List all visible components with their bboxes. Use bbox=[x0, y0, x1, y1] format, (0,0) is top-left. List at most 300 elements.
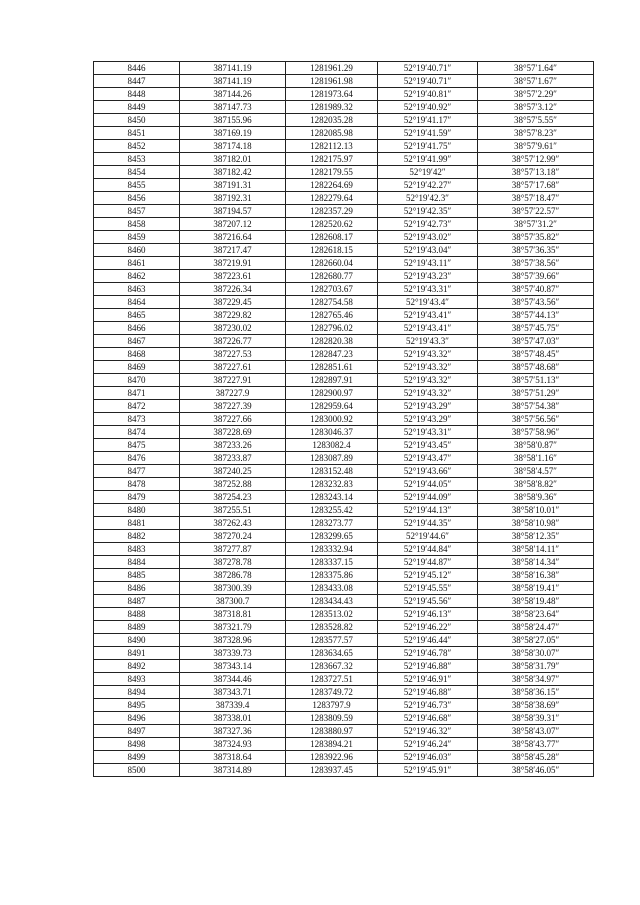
y-coordinate-cell: 1281961.98 bbox=[286, 75, 378, 88]
point-number-cell: 8463 bbox=[94, 283, 180, 296]
longitude-cell: 38°57′54.38″ bbox=[478, 400, 594, 413]
longitude-cell: 38°58′39.31″ bbox=[478, 712, 594, 725]
y-coordinate-cell: 1283894.21 bbox=[286, 738, 378, 751]
x-coordinate-cell: 387262.43 bbox=[180, 517, 286, 530]
longitude-cell: 38°57′56.56″ bbox=[478, 413, 594, 426]
y-coordinate-cell: 1283000.92 bbox=[286, 413, 378, 426]
y-coordinate-cell: 1282357.29 bbox=[286, 205, 378, 218]
longitude-cell: 38°58′24.47″ bbox=[478, 621, 594, 634]
point-number-cell: 8462 bbox=[94, 270, 180, 283]
latitude-cell: 52°19′46.24″ bbox=[378, 738, 478, 751]
x-coordinate-cell: 387338.01 bbox=[180, 712, 286, 725]
table-row bbox=[94, 218, 594, 231]
y-coordinate-cell: 1282900.97 bbox=[286, 387, 378, 400]
x-coordinate-cell: 387252.88 bbox=[180, 478, 286, 491]
latitude-cell: 52°19′43.31″ bbox=[378, 283, 478, 296]
latitude-cell: 52°19′43.29″ bbox=[378, 400, 478, 413]
table-row bbox=[94, 244, 594, 257]
point-number-cell: 8499 bbox=[94, 751, 180, 764]
x-coordinate-cell: 387343.14 bbox=[180, 660, 286, 673]
latitude-cell: 52°19′43.32″ bbox=[378, 374, 478, 387]
table-row bbox=[94, 439, 594, 452]
table-row bbox=[94, 621, 594, 634]
table-row bbox=[94, 530, 594, 543]
point-number-cell: 8481 bbox=[94, 517, 180, 530]
longitude-cell: 38°58′43.77″ bbox=[478, 738, 594, 751]
x-coordinate-cell: 387321.79 bbox=[180, 621, 286, 634]
latitude-cell: 52°19′43.47″ bbox=[378, 452, 478, 465]
point-number-cell: 8494 bbox=[94, 686, 180, 699]
latitude-cell: 52°19′45.91″ bbox=[378, 764, 478, 777]
y-coordinate-cell: 1282085.98 bbox=[286, 127, 378, 140]
point-number-cell: 8456 bbox=[94, 192, 180, 205]
longitude-cell: 38°58′10.01″ bbox=[478, 504, 594, 517]
x-coordinate-cell: 387141.19 bbox=[180, 75, 286, 88]
table-row bbox=[94, 764, 594, 777]
latitude-cell: 52°19′46.22″ bbox=[378, 621, 478, 634]
table-row bbox=[94, 660, 594, 673]
table-row bbox=[94, 322, 594, 335]
longitude-cell: 38°58′1.16″ bbox=[478, 452, 594, 465]
point-number-cell: 8486 bbox=[94, 582, 180, 595]
table-row bbox=[94, 179, 594, 192]
y-coordinate-cell: 1281973.64 bbox=[286, 88, 378, 101]
latitude-cell: 52°19′44.35″ bbox=[378, 517, 478, 530]
latitude-cell: 52°19′40.92″ bbox=[378, 101, 478, 114]
point-number-cell: 8451 bbox=[94, 127, 180, 140]
y-coordinate-cell: 1282959.64 bbox=[286, 400, 378, 413]
y-coordinate-cell: 1282897.91 bbox=[286, 374, 378, 387]
longitude-cell: 38°58′9.36″ bbox=[478, 491, 594, 504]
point-number-cell: 8458 bbox=[94, 218, 180, 231]
x-coordinate-cell: 387141.19 bbox=[180, 62, 286, 75]
point-number-cell: 8470 bbox=[94, 374, 180, 387]
point-number-cell: 8454 bbox=[94, 166, 180, 179]
longitude-cell: 38°57′45.75″ bbox=[478, 322, 594, 335]
x-coordinate-cell: 387278.78 bbox=[180, 556, 286, 569]
longitude-cell: 38°57′44.13″ bbox=[478, 309, 594, 322]
point-number-cell: 8488 bbox=[94, 608, 180, 621]
y-coordinate-cell: 1283337.15 bbox=[286, 556, 378, 569]
longitude-cell: 38°57′13.18″ bbox=[478, 166, 594, 179]
longitude-cell: 38°58′31.79″ bbox=[478, 660, 594, 673]
y-coordinate-cell: 1283255.42 bbox=[286, 504, 378, 517]
longitude-cell: 38°58′0.87″ bbox=[478, 439, 594, 452]
x-coordinate-cell: 387300.39 bbox=[180, 582, 286, 595]
table-row bbox=[94, 465, 594, 478]
latitude-cell: 52°19′43.23″ bbox=[378, 270, 478, 283]
point-number-cell: 8474 bbox=[94, 426, 180, 439]
y-coordinate-cell: 1282754.58 bbox=[286, 296, 378, 309]
x-coordinate-cell: 387339.4 bbox=[180, 699, 286, 712]
y-coordinate-cell: 1283937.45 bbox=[286, 764, 378, 777]
longitude-cell: 38°57′35.82″ bbox=[478, 231, 594, 244]
point-number-cell: 8493 bbox=[94, 673, 180, 686]
point-number-cell: 8475 bbox=[94, 439, 180, 452]
latitude-cell: 52°19′42.27″ bbox=[378, 179, 478, 192]
point-number-cell: 8466 bbox=[94, 322, 180, 335]
table-row bbox=[94, 192, 594, 205]
coordinates-table bbox=[93, 61, 594, 777]
y-coordinate-cell: 1283046.37 bbox=[286, 426, 378, 439]
table-row bbox=[94, 478, 594, 491]
latitude-cell: 52°19′43.29″ bbox=[378, 413, 478, 426]
x-coordinate-cell: 387344.46 bbox=[180, 673, 286, 686]
point-number-cell: 8465 bbox=[94, 309, 180, 322]
table-row bbox=[94, 127, 594, 140]
table-row bbox=[94, 361, 594, 374]
table-row bbox=[94, 738, 594, 751]
point-number-cell: 8446 bbox=[94, 62, 180, 75]
latitude-cell: 52°19′41.17″ bbox=[378, 114, 478, 127]
longitude-cell: 38°57′22.57″ bbox=[478, 205, 594, 218]
y-coordinate-cell: 1283809.59 bbox=[286, 712, 378, 725]
table-row bbox=[94, 309, 594, 322]
table-row bbox=[94, 62, 594, 75]
latitude-cell: 52°19′44.6″ bbox=[378, 530, 478, 543]
y-coordinate-cell: 1282264.69 bbox=[286, 179, 378, 192]
latitude-cell: 52°19′40.71″ bbox=[378, 62, 478, 75]
x-coordinate-cell: 387233.26 bbox=[180, 439, 286, 452]
y-coordinate-cell: 1283434.43 bbox=[286, 595, 378, 608]
longitude-cell: 38°58′43.07″ bbox=[478, 725, 594, 738]
x-coordinate-cell: 387318.81 bbox=[180, 608, 286, 621]
table-row bbox=[94, 114, 594, 127]
table-row bbox=[94, 335, 594, 348]
longitude-cell: 38°57′12.99″ bbox=[478, 153, 594, 166]
latitude-cell: 52°19′46.73″ bbox=[378, 699, 478, 712]
longitude-cell: 38°58′16.38″ bbox=[478, 569, 594, 582]
longitude-cell: 38°57′17.68″ bbox=[478, 179, 594, 192]
table-row bbox=[94, 452, 594, 465]
coordinates-table-body bbox=[94, 62, 594, 777]
point-number-cell: 8460 bbox=[94, 244, 180, 257]
longitude-cell: 38°57′5.55″ bbox=[478, 114, 594, 127]
x-coordinate-cell: 387233.87 bbox=[180, 452, 286, 465]
longitude-cell: 38°57′39.66″ bbox=[478, 270, 594, 283]
table-row bbox=[94, 413, 594, 426]
table-row bbox=[94, 517, 594, 530]
x-coordinate-cell: 387314.89 bbox=[180, 764, 286, 777]
x-coordinate-cell: 387182.01 bbox=[180, 153, 286, 166]
y-coordinate-cell: 1281989.32 bbox=[286, 101, 378, 114]
x-coordinate-cell: 387277.87 bbox=[180, 543, 286, 556]
x-coordinate-cell: 387217.47 bbox=[180, 244, 286, 257]
latitude-cell: 52°19′44.87″ bbox=[378, 556, 478, 569]
longitude-cell: 38°57′18.47″ bbox=[478, 192, 594, 205]
latitude-cell: 52°19′46.32″ bbox=[378, 725, 478, 738]
y-coordinate-cell: 1281961.29 bbox=[286, 62, 378, 75]
table-row bbox=[94, 426, 594, 439]
x-coordinate-cell: 387339.73 bbox=[180, 647, 286, 660]
latitude-cell: 52°19′43.31″ bbox=[378, 426, 478, 439]
longitude-cell: 38°58′34.97″ bbox=[478, 673, 594, 686]
table-row bbox=[94, 387, 594, 400]
x-coordinate-cell: 387144.26 bbox=[180, 88, 286, 101]
table-row bbox=[94, 270, 594, 283]
latitude-cell: 52°19′45.12″ bbox=[378, 569, 478, 582]
y-coordinate-cell: 1283243.14 bbox=[286, 491, 378, 504]
point-number-cell: 8459 bbox=[94, 231, 180, 244]
longitude-cell: 38°57′8.23″ bbox=[478, 127, 594, 140]
latitude-cell: 52°19′43.66″ bbox=[378, 465, 478, 478]
point-number-cell: 8477 bbox=[94, 465, 180, 478]
point-number-cell: 8461 bbox=[94, 257, 180, 270]
table-row bbox=[94, 257, 594, 270]
x-coordinate-cell: 387343.71 bbox=[180, 686, 286, 699]
table-row bbox=[94, 725, 594, 738]
x-coordinate-cell: 387227.91 bbox=[180, 374, 286, 387]
table-row bbox=[94, 595, 594, 608]
latitude-cell: 52°19′43.32″ bbox=[378, 387, 478, 400]
latitude-cell: 52°19′44.13″ bbox=[378, 504, 478, 517]
table-row bbox=[94, 140, 594, 153]
longitude-cell: 38°57′31.2″ bbox=[478, 218, 594, 231]
longitude-cell: 38°57′38.56″ bbox=[478, 257, 594, 270]
y-coordinate-cell: 1282796.02 bbox=[286, 322, 378, 335]
latitude-cell: 52°19′46.91″ bbox=[378, 673, 478, 686]
y-coordinate-cell: 1282608.17 bbox=[286, 231, 378, 244]
longitude-cell: 38°57′2.29″ bbox=[478, 88, 594, 101]
table-row bbox=[94, 699, 594, 712]
point-number-cell: 8496 bbox=[94, 712, 180, 725]
x-coordinate-cell: 387194.57 bbox=[180, 205, 286, 218]
latitude-cell: 52°19′45.56″ bbox=[378, 595, 478, 608]
y-coordinate-cell: 1283528.82 bbox=[286, 621, 378, 634]
x-coordinate-cell: 387255.51 bbox=[180, 504, 286, 517]
latitude-cell: 52°19′46.44″ bbox=[378, 634, 478, 647]
latitude-cell: 52°19′44.84″ bbox=[378, 543, 478, 556]
table-row bbox=[94, 686, 594, 699]
longitude-cell: 38°57′36.35″ bbox=[478, 244, 594, 257]
latitude-cell: 52°19′43.45″ bbox=[378, 439, 478, 452]
table-row bbox=[94, 374, 594, 387]
point-number-cell: 8447 bbox=[94, 75, 180, 88]
longitude-cell: 38°57′48.68″ bbox=[478, 361, 594, 374]
latitude-cell: 52°19′43.4″ bbox=[378, 296, 478, 309]
table-row bbox=[94, 400, 594, 413]
point-number-cell: 8482 bbox=[94, 530, 180, 543]
x-coordinate-cell: 387227.61 bbox=[180, 361, 286, 374]
point-number-cell: 8479 bbox=[94, 491, 180, 504]
point-number-cell: 8487 bbox=[94, 595, 180, 608]
latitude-cell: 52°19′43.41″ bbox=[378, 309, 478, 322]
x-coordinate-cell: 387226.34 bbox=[180, 283, 286, 296]
x-coordinate-cell: 387318.64 bbox=[180, 751, 286, 764]
y-coordinate-cell: 1282851.61 bbox=[286, 361, 378, 374]
x-coordinate-cell: 387270.24 bbox=[180, 530, 286, 543]
table-row bbox=[94, 543, 594, 556]
y-coordinate-cell: 1282847.23 bbox=[286, 348, 378, 361]
y-coordinate-cell: 1282820.38 bbox=[286, 335, 378, 348]
point-number-cell: 8495 bbox=[94, 699, 180, 712]
y-coordinate-cell: 1283513.02 bbox=[286, 608, 378, 621]
x-coordinate-cell: 387227.9 bbox=[180, 387, 286, 400]
y-coordinate-cell: 1283087.89 bbox=[286, 452, 378, 465]
latitude-cell: 52°19′43.41″ bbox=[378, 322, 478, 335]
table-row bbox=[94, 205, 594, 218]
x-coordinate-cell: 387229.45 bbox=[180, 296, 286, 309]
x-coordinate-cell: 387226.77 bbox=[180, 335, 286, 348]
x-coordinate-cell: 387192.31 bbox=[180, 192, 286, 205]
longitude-cell: 38°58′45.28″ bbox=[478, 751, 594, 764]
latitude-cell: 52°19′46.78″ bbox=[378, 647, 478, 660]
point-number-cell: 8497 bbox=[94, 725, 180, 738]
y-coordinate-cell: 1283332.94 bbox=[286, 543, 378, 556]
table-row bbox=[94, 296, 594, 309]
point-number-cell: 8483 bbox=[94, 543, 180, 556]
point-number-cell: 8448 bbox=[94, 88, 180, 101]
latitude-cell: 52°19′43.04″ bbox=[378, 244, 478, 257]
table-row bbox=[94, 153, 594, 166]
latitude-cell: 52°19′46.03″ bbox=[378, 751, 478, 764]
point-number-cell: 8478 bbox=[94, 478, 180, 491]
x-coordinate-cell: 387228.69 bbox=[180, 426, 286, 439]
longitude-cell: 38°58′10.98″ bbox=[478, 517, 594, 530]
latitude-cell: 52°19′44.05″ bbox=[378, 478, 478, 491]
x-coordinate-cell: 387227.39 bbox=[180, 400, 286, 413]
table-row bbox=[94, 88, 594, 101]
point-number-cell: 8476 bbox=[94, 452, 180, 465]
y-coordinate-cell: 1283749.72 bbox=[286, 686, 378, 699]
y-coordinate-cell: 1282618.15 bbox=[286, 244, 378, 257]
point-number-cell: 8498 bbox=[94, 738, 180, 751]
x-coordinate-cell: 387254.23 bbox=[180, 491, 286, 504]
latitude-cell: 52°19′43.02″ bbox=[378, 231, 478, 244]
point-number-cell: 8469 bbox=[94, 361, 180, 374]
y-coordinate-cell: 1283273.77 bbox=[286, 517, 378, 530]
y-coordinate-cell: 1282765.46 bbox=[286, 309, 378, 322]
latitude-cell: 52°19′46.13″ bbox=[378, 608, 478, 621]
x-coordinate-cell: 387207.12 bbox=[180, 218, 286, 231]
x-coordinate-cell: 387286.78 bbox=[180, 569, 286, 582]
latitude-cell: 52°19′41.99″ bbox=[378, 153, 478, 166]
y-coordinate-cell: 1282703.67 bbox=[286, 283, 378, 296]
table-row bbox=[94, 634, 594, 647]
latitude-cell: 52°19′40.71″ bbox=[378, 75, 478, 88]
point-number-cell: 8484 bbox=[94, 556, 180, 569]
point-number-cell: 8471 bbox=[94, 387, 180, 400]
point-number-cell: 8449 bbox=[94, 101, 180, 114]
point-number-cell: 8491 bbox=[94, 647, 180, 660]
x-coordinate-cell: 387328.96 bbox=[180, 634, 286, 647]
table-row bbox=[94, 491, 594, 504]
table-row bbox=[94, 348, 594, 361]
longitude-cell: 38°58′38.69″ bbox=[478, 699, 594, 712]
x-coordinate-cell: 387182.42 bbox=[180, 166, 286, 179]
latitude-cell: 52°19′41.59″ bbox=[378, 127, 478, 140]
x-coordinate-cell: 387327.36 bbox=[180, 725, 286, 738]
y-coordinate-cell: 1283797.9 bbox=[286, 699, 378, 712]
longitude-cell: 38°57′51.13″ bbox=[478, 374, 594, 387]
table-row bbox=[94, 283, 594, 296]
y-coordinate-cell: 1283152.48 bbox=[286, 465, 378, 478]
point-number-cell: 8452 bbox=[94, 140, 180, 153]
point-number-cell: 8500 bbox=[94, 764, 180, 777]
latitude-cell: 52°19′43.32″ bbox=[378, 361, 478, 374]
latitude-cell: 52°19′43.3″ bbox=[378, 335, 478, 348]
table-row bbox=[94, 101, 594, 114]
y-coordinate-cell: 1282112.13 bbox=[286, 140, 378, 153]
x-coordinate-cell: 387174.18 bbox=[180, 140, 286, 153]
longitude-cell: 38°58′8.82″ bbox=[478, 478, 594, 491]
y-coordinate-cell: 1283577.57 bbox=[286, 634, 378, 647]
y-coordinate-cell: 1283299.65 bbox=[286, 530, 378, 543]
y-coordinate-cell: 1283727.51 bbox=[286, 673, 378, 686]
longitude-cell: 38°57′3.12″ bbox=[478, 101, 594, 114]
y-coordinate-cell: 1283082.4 bbox=[286, 439, 378, 452]
point-number-cell: 8450 bbox=[94, 114, 180, 127]
point-number-cell: 8473 bbox=[94, 413, 180, 426]
x-coordinate-cell: 387169.19 bbox=[180, 127, 286, 140]
x-coordinate-cell: 387219.91 bbox=[180, 257, 286, 270]
point-number-cell: 8464 bbox=[94, 296, 180, 309]
longitude-cell: 38°57′48.45″ bbox=[478, 348, 594, 361]
latitude-cell: 52°19′42″ bbox=[378, 166, 478, 179]
latitude-cell: 52°19′42.73″ bbox=[378, 218, 478, 231]
y-coordinate-cell: 1283880.97 bbox=[286, 725, 378, 738]
point-number-cell: 8453 bbox=[94, 153, 180, 166]
longitude-cell: 38°57′40.87″ bbox=[478, 283, 594, 296]
longitude-cell: 38°57′58.96″ bbox=[478, 426, 594, 439]
y-coordinate-cell: 1282175.97 bbox=[286, 153, 378, 166]
longitude-cell: 38°58′19.41″ bbox=[478, 582, 594, 595]
longitude-cell: 38°58′4.57″ bbox=[478, 465, 594, 478]
longitude-cell: 38°58′46.05″ bbox=[478, 764, 594, 777]
latitude-cell: 52°19′42.3″ bbox=[378, 192, 478, 205]
x-coordinate-cell: 387216.64 bbox=[180, 231, 286, 244]
table-row bbox=[94, 556, 594, 569]
latitude-cell: 52°19′41.75″ bbox=[378, 140, 478, 153]
x-coordinate-cell: 387191.31 bbox=[180, 179, 286, 192]
table-row bbox=[94, 712, 594, 725]
latitude-cell: 52°19′40.81″ bbox=[378, 88, 478, 101]
longitude-cell: 38°57′51.29″ bbox=[478, 387, 594, 400]
x-coordinate-cell: 387227.53 bbox=[180, 348, 286, 361]
point-number-cell: 8472 bbox=[94, 400, 180, 413]
y-coordinate-cell: 1282279.64 bbox=[286, 192, 378, 205]
table-row bbox=[94, 231, 594, 244]
longitude-cell: 38°57′1.67″ bbox=[478, 75, 594, 88]
point-number-cell: 8492 bbox=[94, 660, 180, 673]
table-row bbox=[94, 751, 594, 764]
point-number-cell: 8489 bbox=[94, 621, 180, 634]
y-coordinate-cell: 1282179.55 bbox=[286, 166, 378, 179]
x-coordinate-cell: 387324.93 bbox=[180, 738, 286, 751]
y-coordinate-cell: 1282660.04 bbox=[286, 257, 378, 270]
x-coordinate-cell: 387230.02 bbox=[180, 322, 286, 335]
longitude-cell: 38°57′47.03″ bbox=[478, 335, 594, 348]
latitude-cell: 52°19′43.32″ bbox=[378, 348, 478, 361]
longitude-cell: 38°57′1.64″ bbox=[478, 62, 594, 75]
y-coordinate-cell: 1283667.32 bbox=[286, 660, 378, 673]
longitude-cell: 38°58′36.15″ bbox=[478, 686, 594, 699]
longitude-cell: 38°58′14.34″ bbox=[478, 556, 594, 569]
y-coordinate-cell: 1283375.86 bbox=[286, 569, 378, 582]
x-coordinate-cell: 387300.7 bbox=[180, 595, 286, 608]
x-coordinate-cell: 387229.82 bbox=[180, 309, 286, 322]
latitude-cell: 52°19′46.88″ bbox=[378, 686, 478, 699]
y-coordinate-cell: 1282035.28 bbox=[286, 114, 378, 127]
point-number-cell: 8480 bbox=[94, 504, 180, 517]
x-coordinate-cell: 387227.66 bbox=[180, 413, 286, 426]
x-coordinate-cell: 387147.73 bbox=[180, 101, 286, 114]
x-coordinate-cell: 387155.96 bbox=[180, 114, 286, 127]
x-coordinate-cell: 387240.25 bbox=[180, 465, 286, 478]
table-row bbox=[94, 166, 594, 179]
latitude-cell: 52°19′43.11″ bbox=[378, 257, 478, 270]
longitude-cell: 38°58′14.11″ bbox=[478, 543, 594, 556]
